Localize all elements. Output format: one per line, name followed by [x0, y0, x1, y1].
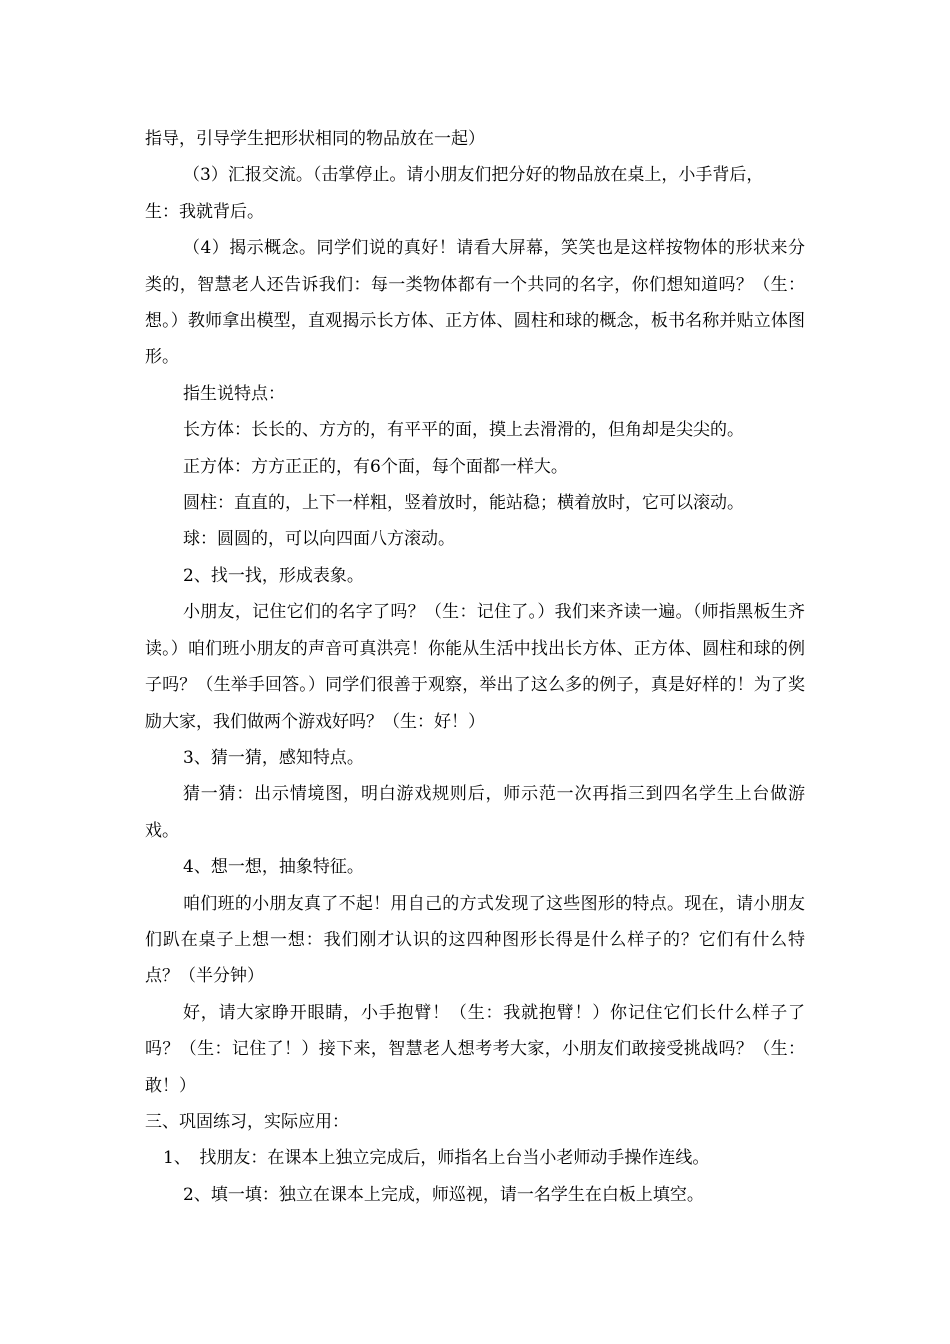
- paragraph-guess: 猜一猜：出示情境图，明白游戏规则后，师示范一次再指三到四名学生上台做游戏。: [145, 784, 805, 841]
- paragraph-open-eyes: 好，请大家睁开眼睛，小手抱臂！（生：我就抱臂！）你记住它们长什么样子了吗？（生：记住了！）接下来，智慧老人想考考大家，小朋友们敢接受挑战吗？（生：敢！）: [145, 1002, 805, 1096]
- paragraph-sphere: 球：圆圆的，可以向四面八方滚动。: [183, 529, 455, 550]
- document-body: [145, 121, 805, 1213]
- paragraph-reveal-concept: （4）揭示概念。同学们说的真好！请看大屏幕，笑笑也是这样按物体的形状来分类的，智慧老人还告诉我们：每一类物体都有一个共同的名字，你们想知道吗？（生：想。）教师拿出模型，直观揭示长方体、正方体、圆柱和球的概念，板书名称并贴立体图形。: [145, 238, 805, 368]
- paragraph-think: 咱们班的小朋友真了不起！用自己的方式发现了这些图形的特点。现在，请小朋友们趴在桌子上想一想：我们刚才认识的这四种图形长得是什么样子的？它们有什么特点？（半分钟）: [145, 893, 805, 987]
- paragraph-cube: 正方体：方方正正的，有6个面，每个面都一样大。: [183, 456, 568, 477]
- paragraph-cuboid: 长方体：长长的、方方的，有平平的面，摸上去滑滑的，但角却是尖尖的。: [183, 420, 744, 441]
- heading-practice: 三、巩固练习，实际应用：: [145, 1111, 349, 1132]
- paragraph-features-intro: 指生说特点：: [183, 383, 285, 404]
- list-item-fill-in: 2、填一填：独立在课本上完成，师巡视，请一名学生在白板上填空。: [183, 1184, 704, 1205]
- list-item-find-friends: 1、 找朋友：在课本上独立完成后，师指名上台当小老师动手操作连线。: [163, 1148, 710, 1169]
- paragraph-cylinder: 圆柱：直直的，上下一样粗，竖着放时，能站稳；横着放时，它可以滚动。: [183, 493, 744, 514]
- paragraph-guidance: 指导，引导学生把形状相同的物品放在一起）: [145, 129, 485, 149]
- paragraph-find: 小朋友，记住它们的名字了吗？（生：记住了。）我们来齐读一遍。（师指黑板生齐读。）咱们班小朋友的声音可真洪亮！你能从生活中找出长方体、正方体、圆柱和球的例子吗？（生举手回答。）同学们很善于观察，举出了这么多的例子，真是好样的！为了奖励大家，我们做两个游戏好吗？（生：好！）: [145, 602, 805, 732]
- heading-guess: 3、猜一猜，感知特点。: [183, 747, 364, 768]
- heading-find: 2、找一找，形成表象。: [183, 565, 364, 586]
- paragraph-student-reply: 生：我就背后。: [145, 201, 264, 222]
- heading-think: 4、想一想，抽象特征。: [183, 857, 364, 878]
- paragraph-report-exchange: （3）汇报交流。（击掌停止。请小朋友们把分好的物品放在桌上，小手背后，: [183, 165, 764, 186]
